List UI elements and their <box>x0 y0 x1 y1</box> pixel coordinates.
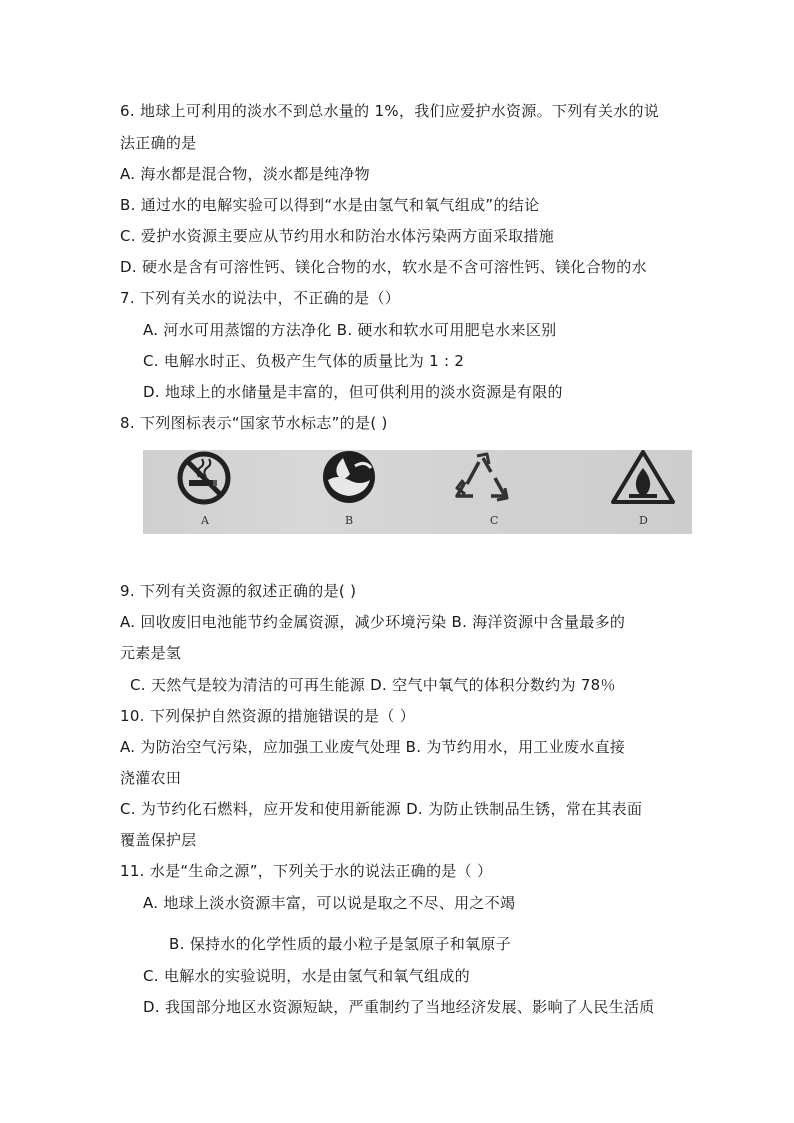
q8-label-b: B <box>345 514 354 527</box>
q8-icons-photo <box>143 450 692 534</box>
q10-option-cd-line2: 覆盖保护层 <box>120 831 197 849</box>
q6-option-c: C. 爱护水资源主要应从节约用水和防治水体污染两方面采取措施 <box>120 227 555 245</box>
q7-option-c: C. 电解水时正、负极产生气体的质量比为 1 : 2 <box>143 352 465 370</box>
q11-option-b: B. 保持水的化学性质的最小粒子是氢原子和氧原子 <box>169 935 512 953</box>
q6-stem-line1: 6. 地球上可利用的淡水不到总水量的 1%，我们应爱护水资源。下列有关水的说 <box>120 102 660 120</box>
q8-stem: 8. 下列图标表示“国家节水标志”的是( ) <box>120 414 388 432</box>
q6-option-b: B. 通过水的电解实验可以得到“水是由氢气和氧气组成”的结论 <box>120 196 540 214</box>
flammable-warning-icon <box>613 452 673 502</box>
q10-option-ab-line2: 浇灌农田 <box>120 769 182 787</box>
q10-stem: 10. 下列保护自然资源的措施错误的是（ ） <box>120 707 415 725</box>
q7-option-d: D. 地球上的水储量是丰富的，但可供利用的淡水资源是有限的 <box>143 383 563 401</box>
q7-option-ab: A. 河水可用蒸馏的方法净化 B. 硬水和软水可用肥皂水来区别 <box>143 321 557 339</box>
q10-option-cd-line1: C. 为节约化石燃料，应开发和使用新能源 D. 为防止铁制品生锈，常在其表面 <box>120 800 643 818</box>
q8-label-d: D <box>639 514 648 527</box>
q9-option-ab-line1: A. 回收废旧电池能节约金属资源，减少环境污染 B. 海洋资源中含量最多的 <box>120 613 626 631</box>
q6-option-d: D. 硬水是含有可溶性钙、镁化合物的水，软水是不含可溶性钙、镁化合物的水 <box>120 258 647 276</box>
q9-stem: 9. 下列有关资源的叙述正确的是( ) <box>120 582 357 600</box>
no-smoking-icon <box>180 454 228 502</box>
q6-option-a: A. 海水都是混合物，淡水都是纯净物 <box>120 165 370 183</box>
q11-option-a: A. 地球上淡水资源丰富，可以说是取之不尽、用之不竭 <box>143 894 516 912</box>
q10-option-ab-line1: A. 为防治空气污染，应加强工业废气处理 B. 为节约用水，用工业废水直接 <box>120 738 626 756</box>
recycling-icon <box>457 454 507 500</box>
q9-option-ab-line2: 元素是氢 <box>120 644 182 662</box>
q8-label-c: C <box>490 514 499 527</box>
q9-option-cd: C. 天然气是较为清洁的可再生能源 D. 空气中氧气的体积分数约为 78％ <box>130 676 616 694</box>
water-saving-icon <box>323 451 375 503</box>
q8-label-a: A <box>201 514 209 527</box>
q6-stem-line2: 法正确的是 <box>120 134 197 152</box>
q11-stem: 11. 水是“生命之源”，下列关于水的说法正确的是（ ） <box>120 862 493 880</box>
q7-stem: 7. 下列有关水的说法中，不正确的是（） <box>120 289 401 307</box>
q11-option-d: D. 我国部分地区水资源短缺，严重制约了当地经济发展、影响了人民生活质 <box>143 998 655 1016</box>
q11-option-c: C. 电解水的实验说明，水是由氢气和氧气组成的 <box>143 967 470 985</box>
